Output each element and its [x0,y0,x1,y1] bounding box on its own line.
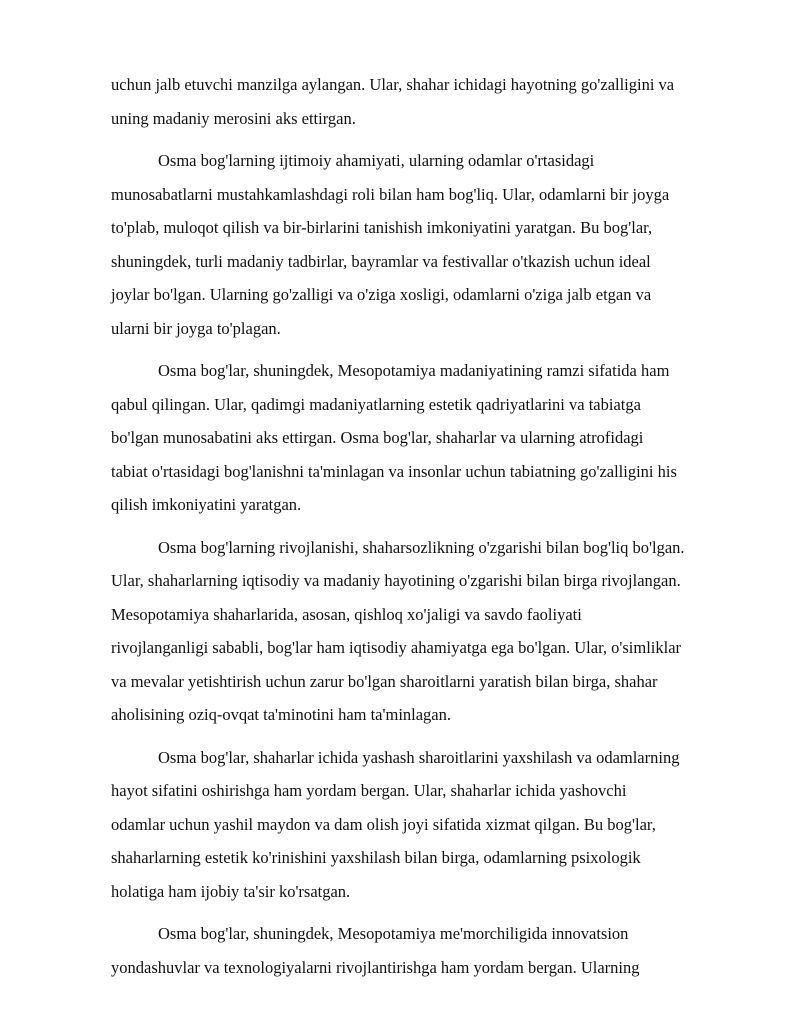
text-line: hayot sifatini oshirishga ham yordam bergan. Ular, shaharlar ichida yashovchi [111,781,627,800]
text-line: Osma bog'lar, shuningdek, Mesopotamiya me'morchiligida innovatsion [158,924,629,943]
text-line: bo'lgan munosabatini aks ettirgan. Osma bog'lar, shaharlar va ularning atrofidagi [111,428,644,447]
text-line: joylar bo'lgan. Ularning go'zalligi va o'ziga xosligi, odamlarni o'ziga jalb etgan va [111,285,652,304]
paragraph-2 [111,148,743,349]
text-line: shaharlarning estetik ko'rinishini yaxshilash bilan birga, odamlarning psixologik [111,848,641,867]
text-line: va mevalar yetishtirish uchun zarur bo'lgan sharoitlarni yaratish bilan birga, shahar [111,671,658,691]
paragraph-4 [111,535,743,736]
text-line: Osma bog'lar, shaharlar ichida yashash sharoitlarini yaxshilash va odamlarning [158,747,680,767]
text-line: Mesopotamiya shaharlarida, asosan, qishloq xo'jaligi va savdo faoliyati [111,604,582,624]
paragraph-1 [111,72,743,139]
text-line: munosabatlarni mustahkamlashdagi roli bilan ham bog'liq. Ular, odamlarni bir joyga [111,184,670,204]
text-line: Osma bog'larning rivojlanishi, shaharsozlikning o'zgarishi bilan bog'liq bo'lgan. [158,537,685,557]
text-line: shuningdek, turli madaniy tadbirlar, bayramlar va festivallar o'tkazish uchun ideal [111,251,651,271]
text-line: Osma bog'lar, shuningdek, Mesopotamiya madaniyatining ramzi sifatida ham [158,361,670,380]
paragraph-6 [111,921,743,988]
document-page [111,72,743,988]
text-line: ularni bir joyga to'plagan. [111,318,281,338]
text-line: rivojlanganligi sababli, bog'lar ham iqtisodiy ahamiyatga ega bo'lgan. Ular, o'simliklar [111,638,682,657]
text-line: aholisining oziq-ovqat ta'minotini ham ta'minlagan. [111,705,452,724]
text-line: to'plab, muloqot qilish va bir-birlarini tanishish imkoniyatini yaratgan. Bu bog'lar, [111,218,653,237]
text-line: tabiat o'rtasidagi bog'lanishni ta'minlagan va insonlar uchun tabiatning go'zalligini his [111,461,677,481]
text-line: holatiga ham ijobiy ta'sir ko'rsatgan. [111,881,351,901]
paragraph-3 [111,358,743,526]
text-line: qilish imkoniyatini yaratgan. [111,495,302,514]
text-line: yondashuvlar va texnologiyalarni rivojlantirishga ham yordam bergan. Ularning [111,957,640,977]
text-line: Osma bog'larning ijtimoiy ahamiyati, ularning odamlar o'rtasidagi [158,151,595,170]
text-line: odamlar uchun yashil maydon va dam olish joyi sifatida xizmat qilgan. Bu bog'lar, [111,814,656,834]
paragraph-5 [111,745,743,913]
text-line: uning madaniy merosini aks ettirgan. [111,108,356,128]
text-line: uchun jalb etuvchi manzilga aylangan. Ular, shahar ichidagi hayotning go'zalligini va [111,75,675,94]
text-line: qabul qilingan. Ular, qadimgi madaniyatlarning estetik qadriyatlarini va tabiatga [111,394,641,414]
text-line: Ular, shaharlarning iqtisodiy va madaniy hayotining o'zgarishi bilan birga rivojlangan. [111,571,681,590]
